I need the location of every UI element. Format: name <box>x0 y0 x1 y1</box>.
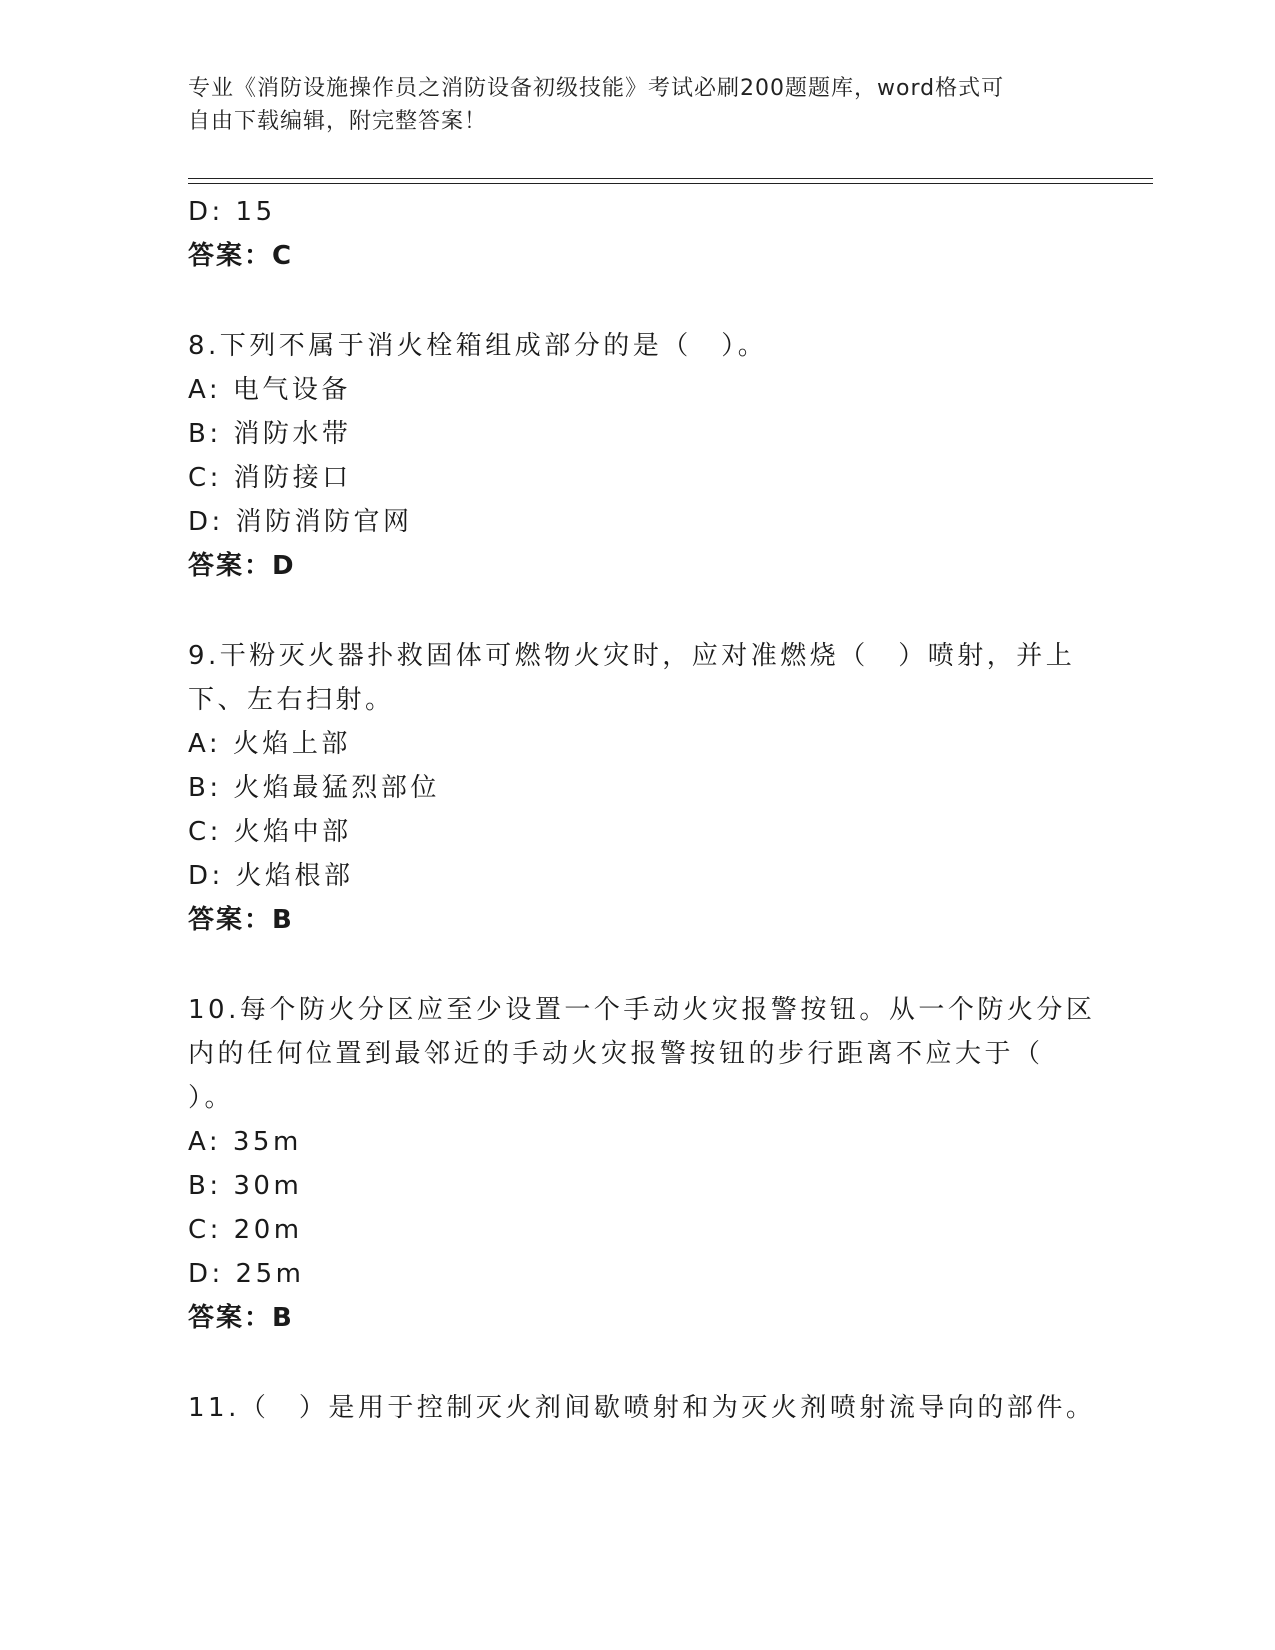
option-line: A: 35m <box>188 1127 302 1157</box>
option-line: D: 火焰根部 <box>188 861 354 891</box>
question-line: 内的任何位置到最邻近的手动火灾报警按钮的步行距离不应大于（ <box>188 1039 1044 1069</box>
option-line: B: 30m <box>188 1171 303 1201</box>
header-divider-top <box>188 178 1153 179</box>
document-header <box>188 72 1068 138</box>
option-line: D: 25m <box>188 1259 305 1289</box>
option-line: C: 20m <box>188 1215 303 1245</box>
answer-line: 答案：B <box>188 1303 294 1333</box>
option-line: D: 消防消防官网 <box>188 507 413 537</box>
question-line: 9.干粉灭火器扑救固体可燃物火灾时，应对准燃烧（ ）喷射，并上 <box>188 641 1076 671</box>
header-line-1: 专业《消防设施操作员之消防设备初级技能》考试必刷200题题库，word格式可 <box>188 76 1005 101</box>
question-line: 下、左右扫射。 <box>188 685 395 715</box>
question-line: 11.（ ）是用于控制灭火剂间歇喷射和为灭火剂喷射流导向的部件。 <box>188 1393 1096 1423</box>
answer-line: 答案：D <box>188 551 296 581</box>
question-line: 8.下列不属于消火栓箱组成部分的是（ ）。 <box>188 331 768 361</box>
option-line: C: 消防接口 <box>188 463 352 493</box>
question-line: 10.每个防火分区应至少设置一个手动火灾报警按钮。从一个防火分区 <box>188 995 1096 1025</box>
header-line-2: 自由下载编辑，附完整答案！ <box>188 109 488 134</box>
question-line: ）。 <box>188 1083 235 1113</box>
option-line: A: 火焰上部 <box>188 729 351 759</box>
option-line: A: 电气设备 <box>188 375 351 405</box>
option-line: B: 火焰最猛烈部位 <box>188 773 440 803</box>
option-line: D: 15 <box>188 197 276 227</box>
answer-line: 答案：C <box>188 241 294 271</box>
option-line: C: 火焰中部 <box>188 817 352 847</box>
header-divider-bottom <box>188 183 1153 184</box>
option-line: B: 消防水带 <box>188 419 352 449</box>
answer-line: 答案：B <box>188 905 294 935</box>
